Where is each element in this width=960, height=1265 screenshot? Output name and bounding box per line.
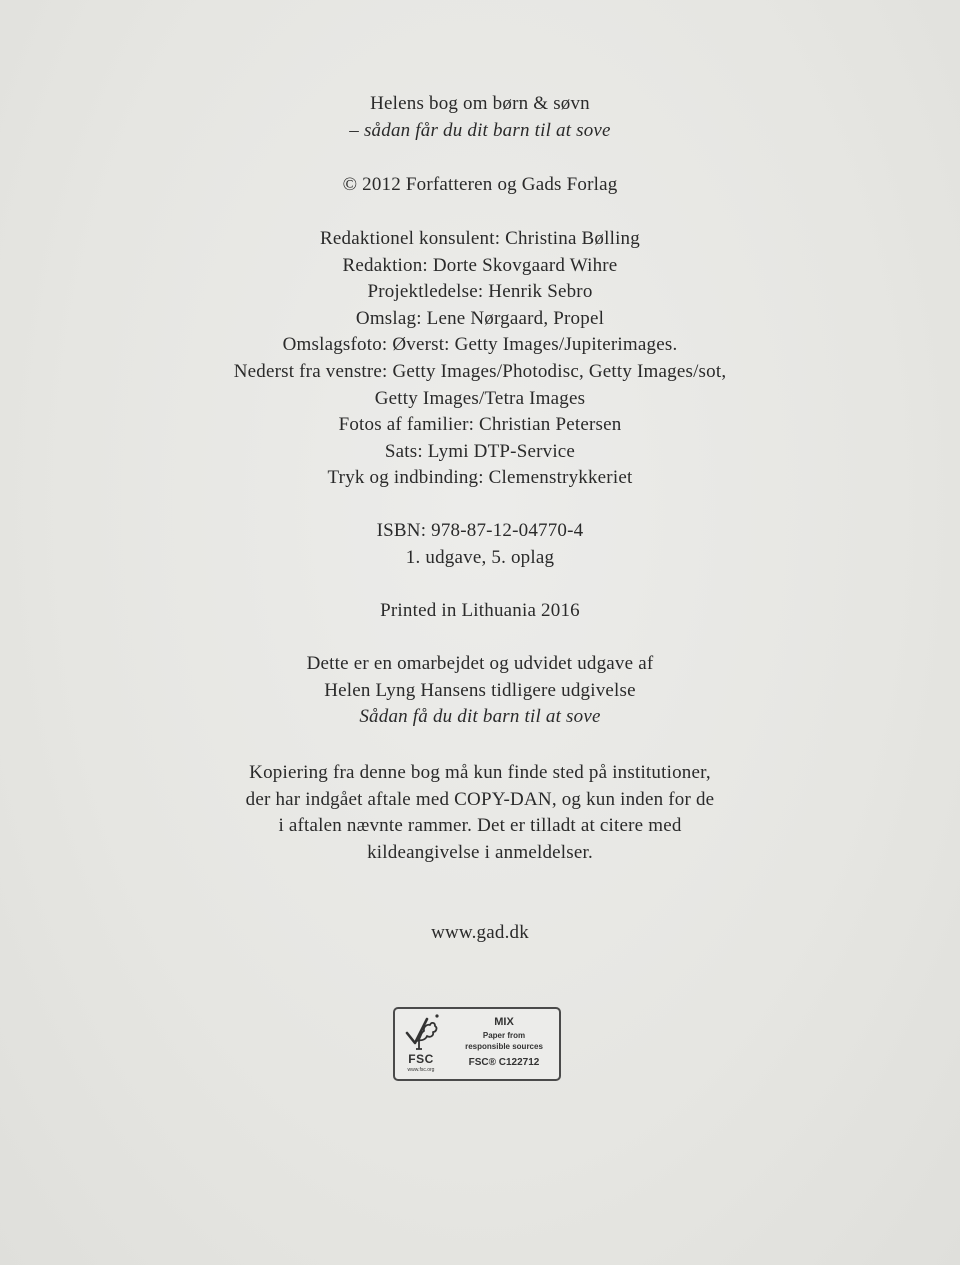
fsc-desc-line: Paper from: [482, 1031, 526, 1040]
isbn-block: [0, 518, 960, 571]
credits-block: [0, 226, 960, 492]
credit-line: Redaktion: Dorte Skovgaard Wihre: [342, 254, 618, 276]
website-link[interactable]: www.gad.dk: [431, 922, 529, 943]
edition-info: 1. udgave, 5. oplag: [405, 546, 555, 568]
credit-line: Omslagsfoto: Øverst: Getty Images/Jupiterimages.: [282, 334, 678, 356]
isbn-number: ISBN: 978-87-12-04770-4: [376, 520, 584, 541]
book-subtitle: – sådan får du dit barn til at sove: [349, 119, 611, 141]
fsc-mark: FSC: [408, 1052, 434, 1066]
credit-line: Getty Images/Tetra Images: [374, 387, 586, 409]
credit-line: Redaktionel konsulent: Christina Bølling: [320, 228, 640, 249]
credit-line: Nederst fra venstre: Getty Images/Photodisc, Getty Images/sot,: [233, 360, 727, 382]
copying-notice-block: [0, 760, 960, 866]
credit-line: Fotos af familier: Christian Petersen: [338, 414, 622, 436]
fsc-label: [393, 1007, 561, 1081]
fsc-url: www.fsc.org: [407, 1067, 435, 1073]
book-title-block: [0, 91, 960, 144]
copying-notice-line: kildeangivelse i anmeldelser.: [367, 841, 593, 863]
copyright-block: [0, 172, 960, 199]
edition-note-line: Helen Lyng Hansens tidligere udgivelse: [324, 679, 636, 701]
fsc-mix: MIX: [494, 1016, 514, 1028]
printed-block: [0, 598, 960, 625]
credit-line: Tryk og indbinding: Clemenstrykkeriet: [327, 467, 633, 489]
copying-notice-line: der har indgået aftale med COPY-DAN, og kun inden for de: [245, 788, 715, 810]
copying-notice-line: Kopiering fra denne bog må kun finde sted på institutioner,: [249, 762, 711, 783]
fsc-desc-line: responsible sources: [465, 1042, 543, 1051]
copying-notice-line: i aftalen nævnte rammer. Det er tilladt at citere med: [278, 815, 682, 837]
copyright-line: © 2012 Forfatteren og Gads Forlag: [342, 174, 618, 195]
previous-title: Sådan få du dit barn til at sove: [359, 706, 601, 728]
credit-line: Sats: Lymi DTP-Service: [384, 440, 576, 462]
fsc-info: [451, 1015, 557, 1069]
edition-note-block: [0, 651, 960, 731]
website-block: [0, 920, 960, 947]
fsc-license-code: FSC® C122712: [468, 1057, 540, 1068]
credit-line: Omslag: Lene Nørgaard, Propel: [355, 307, 605, 329]
edition-note-line: Dette er en omarbejdet og udvidet udgave af: [306, 653, 654, 674]
fsc-tree-check-icon: [403, 1013, 439, 1053]
credit-line: Projektledelse: Henrik Sebro: [367, 281, 593, 303]
book-title: Helens bog om børn & søvn: [370, 93, 590, 114]
fsc-logo: [399, 1013, 443, 1077]
printed-in: Printed in Lithuania 2016: [380, 600, 580, 621]
